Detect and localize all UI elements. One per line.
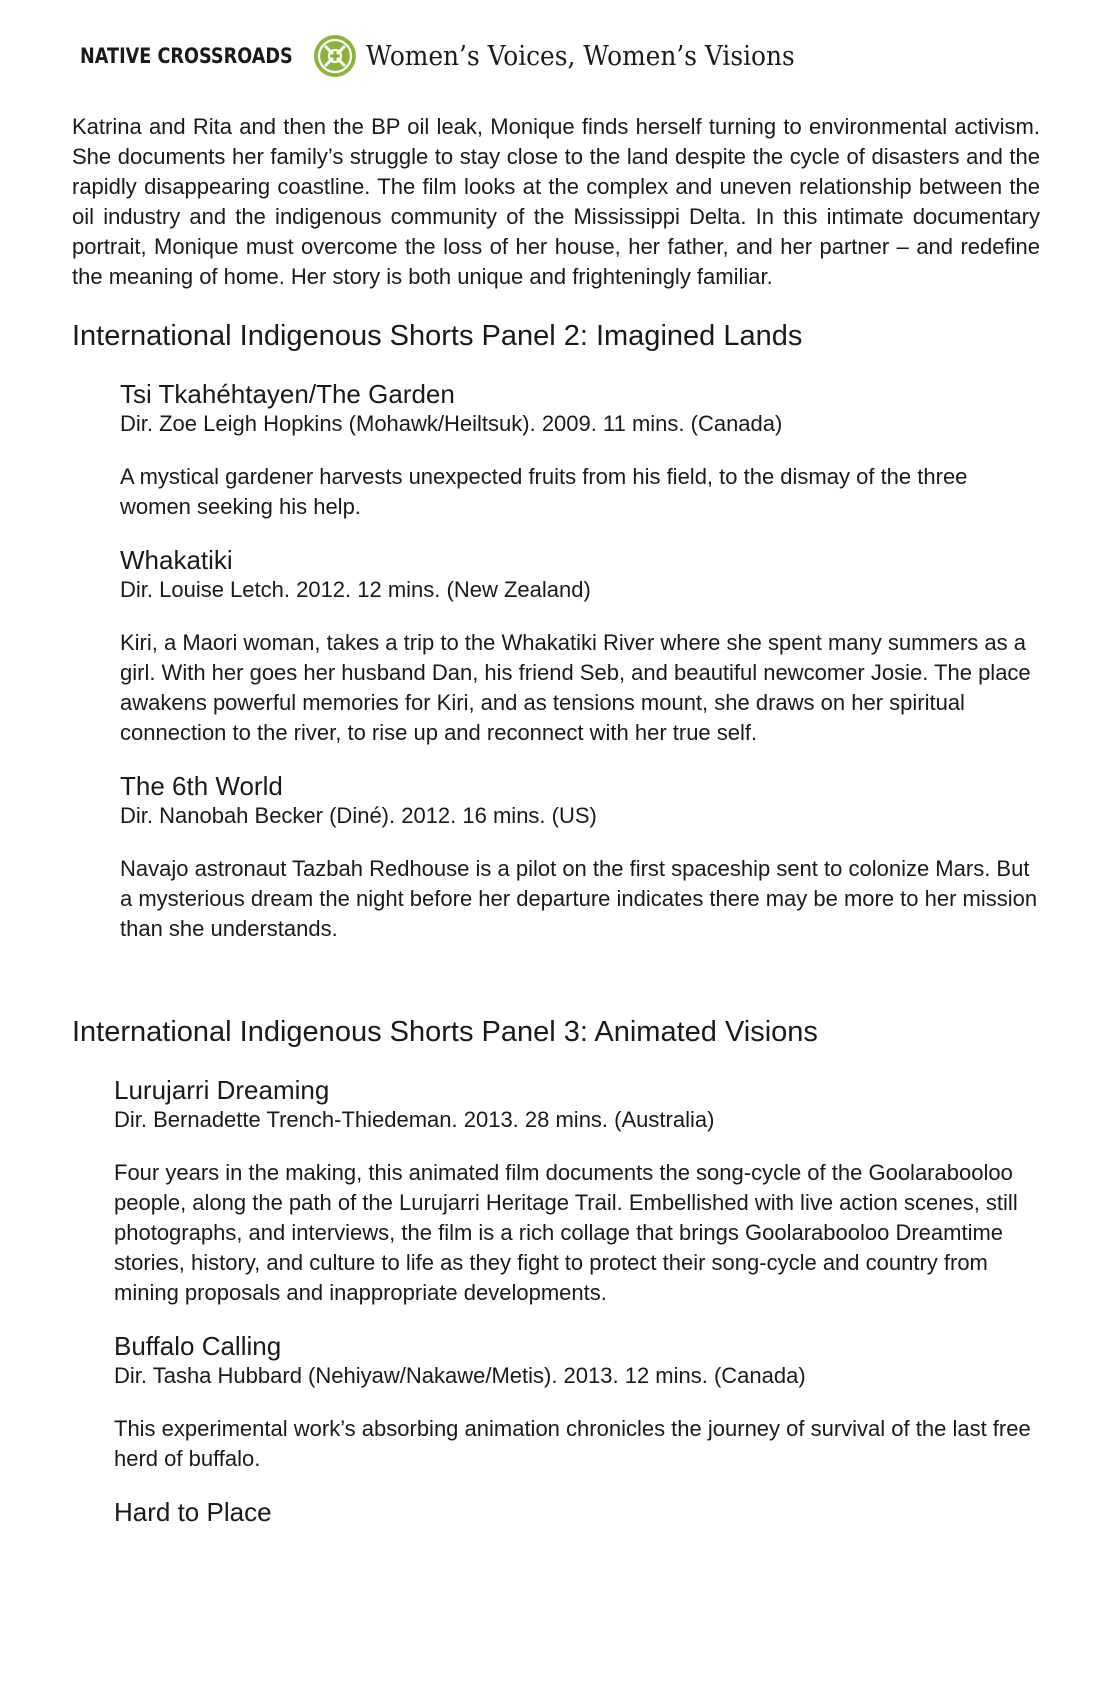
film-title: Buffalo Calling xyxy=(114,1331,282,1361)
page-header xyxy=(80,36,832,76)
film-entry xyxy=(120,378,1040,522)
header-tagline: Women’s Voices, Women’s Visions xyxy=(366,40,795,72)
film-credit: Dir. Louise Letch. 2012. 12 mins. (New Zealand) xyxy=(120,577,591,602)
film-entry xyxy=(114,1074,1040,1308)
film-entry xyxy=(120,544,1040,748)
panel-title: International Indigenous Shorts Panel 3: Animated Visions xyxy=(72,1016,818,1048)
film-entry xyxy=(114,1496,1040,1528)
brand-name: NATIVE CROSSROADS xyxy=(80,44,293,68)
film-title: Tsi Tkahéhtayen/The Garden xyxy=(120,379,455,409)
film-description: This experimental work’s absorbing animation chronicles the journey of survival of the last free herd of buffalo. xyxy=(114,1416,1031,1471)
film-credit: Dir. Nanobah Becker (Diné). 2012. 16 mins. (US) xyxy=(120,803,597,828)
film-title: The 6th World xyxy=(120,771,283,801)
film-credit: Dir. Zoe Leigh Hopkins (Mohawk/Heiltsuk). 2009. 11 mins. (Canada) xyxy=(120,411,783,436)
film-credit: Dir. Bernadette Trench-Thiedeman. 2013. 28 mins. (Australia) xyxy=(114,1107,715,1132)
film-description: A mystical gardener harvests unexpected fruits from his field, to the dismay of the three women seeking his help. xyxy=(120,464,968,519)
panel-title: International Indigenous Shorts Panel 2: Imagined Lands xyxy=(72,320,803,352)
film-description: Kiri, a Maori woman, takes a trip to the Whakatiki River where she spent many summers as a girl. With her goes her husband Dan, his friend Seb, and beautiful newcomer Josie. The place awakens powerful memories for Kiri, and as tensions mount, she draws on her spiritual connection to the river, to rise up and reconnect with her true self. xyxy=(120,630,1031,745)
film-credit: Dir. Tasha Hubbard (Nehiyaw/Nakawe/Metis). 2013. 12 mins. (Canada) xyxy=(114,1363,806,1388)
film-title: Whakatiki xyxy=(120,545,233,575)
film-description: Navajo astronaut Tazbah Redhouse is a pilot on the first spaceship sent to colonize Mars. But a mysterious dream the night before her departure indicates there may be more to her mission than she understands. xyxy=(120,856,1038,941)
intro-paragraph: Katrina and Rita and then the BP oil leak, Monique finds herself turning to environmental activism. She documents her family’s struggle to stay close to the land despite the cycle of disasters and the rapidly disappearing coastline. The film looks at the complex and uneven relationship between the oil industry and the indigenous community of the Mississippi Delta. In this intimate documentary portrait, Monique must overcome the loss of her house, her father, and her partner – and redefine the meaning of home. Her story is both unique and frighteningly familiar. xyxy=(72,114,1040,289)
page-content xyxy=(72,112,1040,1528)
crossroads-circle-logo-icon xyxy=(312,33,358,79)
film-title: Lurujarri Dreaming xyxy=(114,1075,330,1105)
film-entry xyxy=(120,770,1040,944)
film-entry xyxy=(114,1330,1040,1474)
film-title: Hard to Place xyxy=(114,1497,272,1527)
film-description: Four years in the making, this animated film documents the song-cycle of the Goolarabooloo people, along the path of the Lurujarri Heritage Trail. Embellished with live action scenes, still photographs, and interviews, the film is a rich collage that brings Goolarabooloo Dreamtime stories, history, and culture to life as they fight to protect their song-cycle and country from mining proposals and inappropriate developments. xyxy=(114,1160,1018,1305)
